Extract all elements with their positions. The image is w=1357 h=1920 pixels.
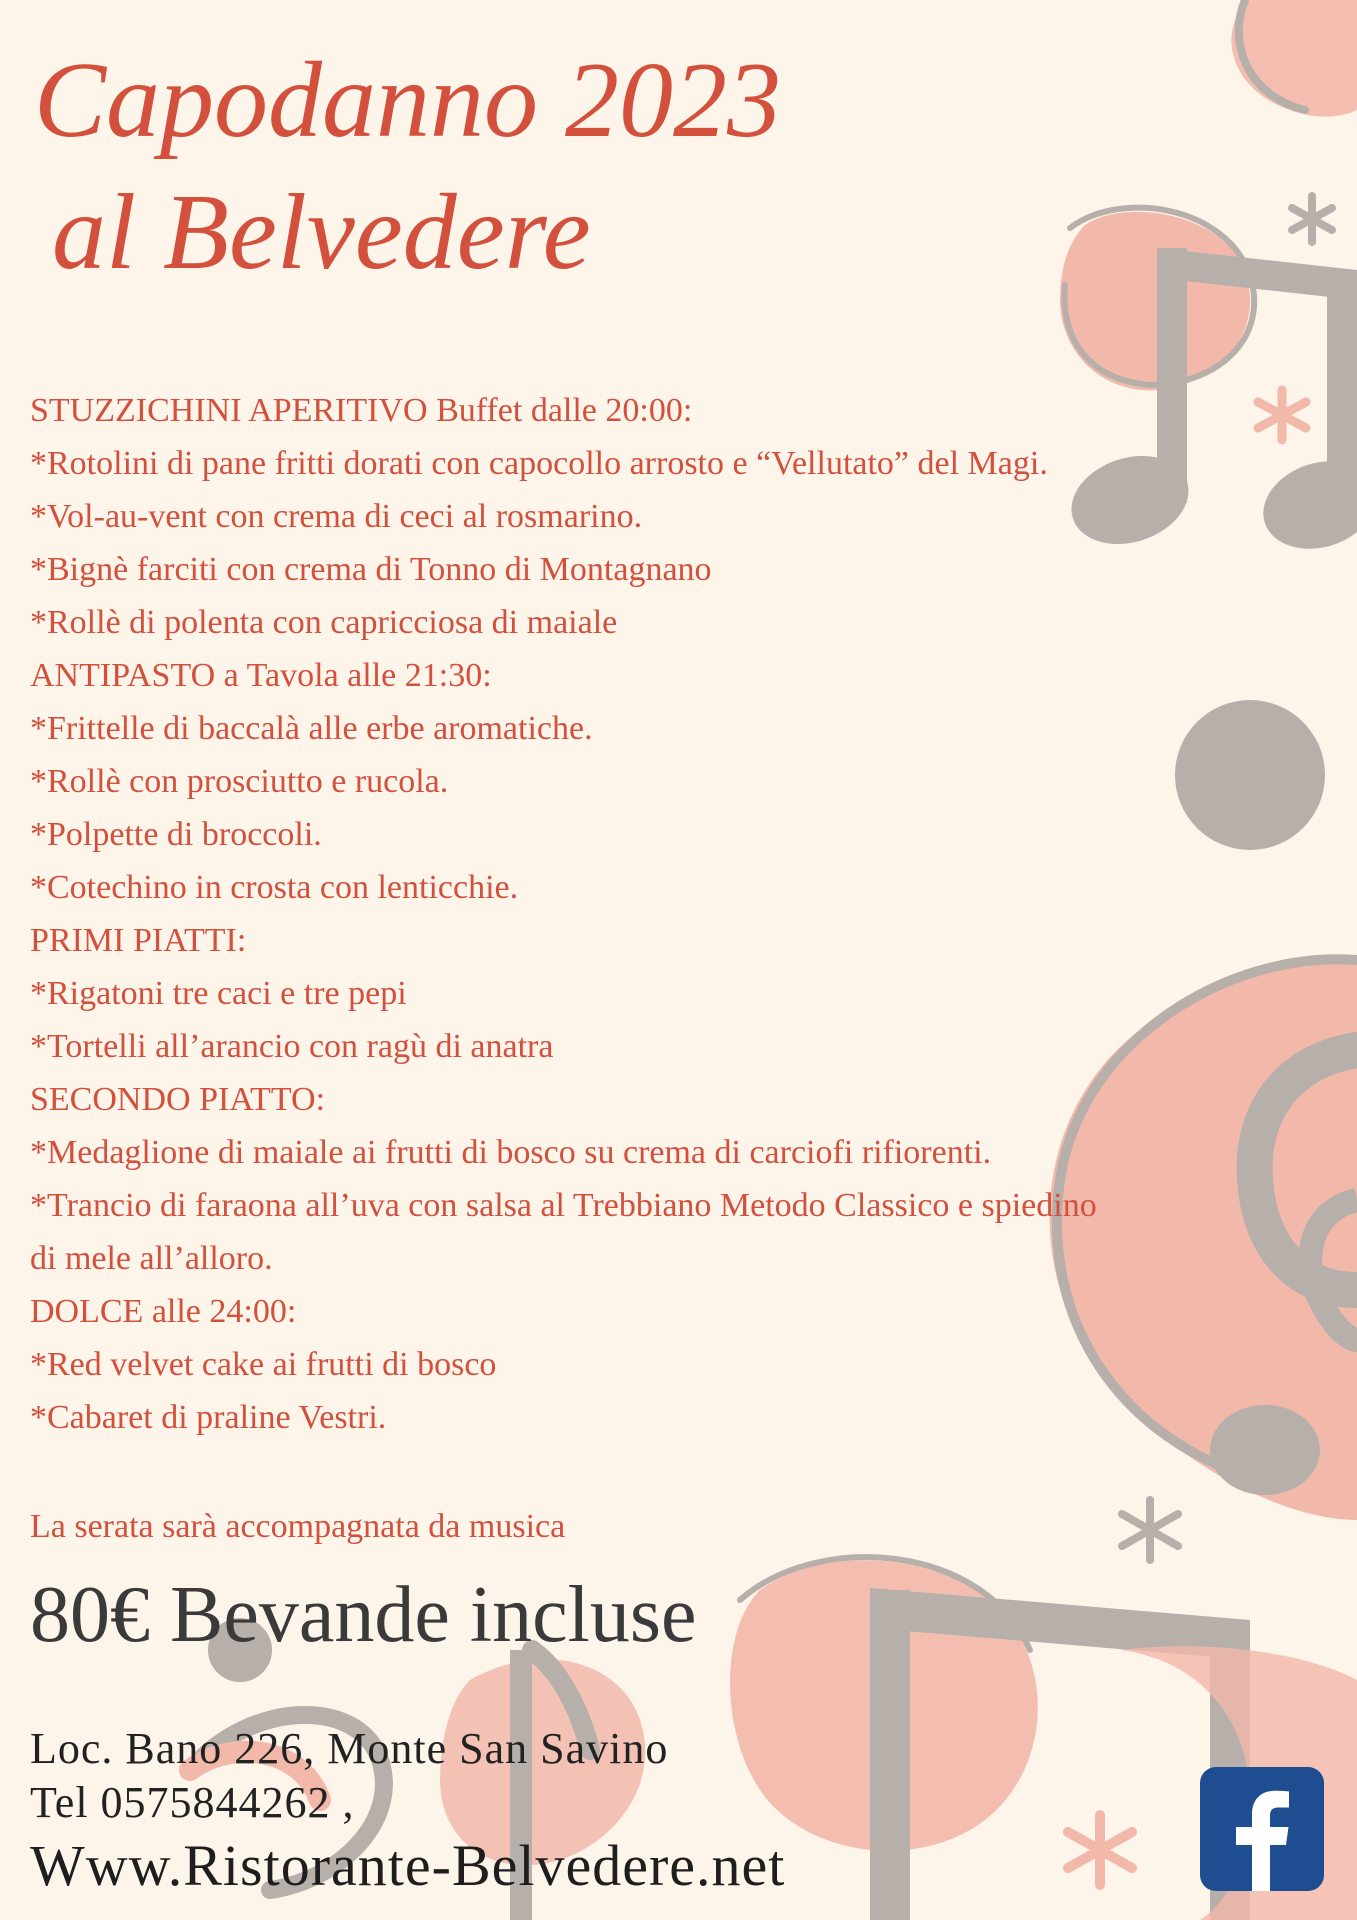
title-line-2: al Belvedere	[52, 173, 591, 292]
section-heading-detail: Buffet dalle 20:00:	[427, 392, 693, 429]
title-line-1: Capodanno 2023	[34, 41, 782, 160]
section-heading-caps: DOLCE	[30, 1293, 144, 1330]
menu-item: *Rigatoni tre caci e tre pepi	[30, 975, 407, 1012]
menu-item: *Trancio di faraona all’uva con salsa al Trebbiano Metodo Classico e spiedino di mele all’alloro.	[30, 1187, 1097, 1277]
section-heading-secondo: SECONDO PIATTO:	[30, 1081, 326, 1118]
menu-item: *Rollè di polenta con capricciosa di maiale	[30, 604, 618, 641]
music-note-text: La serata sarà accompagnata da musica	[30, 1508, 566, 1545]
section-heading-dolce	[30, 1285, 1290, 1338]
phone-text: Tel 0575844262 ,	[30, 1778, 355, 1827]
address-text: Loc. Bano 226, Monte San Savino	[30, 1724, 669, 1773]
facebook-icon[interactable]	[1200, 1767, 1324, 1891]
section-heading-antipasto	[30, 649, 1290, 702]
menu-item: *Bignè farciti con crema di Tonno di Montagnano	[30, 551, 712, 588]
facebook-logo-glyph	[1200, 1767, 1324, 1891]
website-link[interactable]: Www.Ristorante-Belvedere.net	[30, 1833, 786, 1898]
menu-item: *Cotechino in crosta con lenticchie.	[30, 869, 519, 906]
section-heading-detail: alle 24:00:	[143, 1293, 297, 1330]
menu-item: *Rollè con prosciutto e rucola.	[30, 763, 449, 800]
contact-info	[30, 1722, 668, 1830]
section-heading-detail: a Tavola alle 21:30:	[215, 657, 492, 694]
section-heading-caps: STUZZICHINI APERITIVO	[30, 392, 428, 429]
menu-item: *Tortelli all’arancio con ragù di anatra	[30, 1028, 554, 1065]
menu-item: *Rotolini di pane fritti dorati con capocollo arrosto e “Vellutato” del Magi.	[30, 445, 1048, 482]
section-heading-caps: ANTIPASTO	[30, 657, 216, 694]
menu-item: *Cabaret di praline Vestri.	[30, 1399, 387, 1436]
section-heading-aperitivo	[30, 384, 1290, 437]
price-label: 80€ Bevande incluse	[30, 1571, 697, 1659]
page-title	[34, 35, 781, 299]
menu-item: *Vol-au-vent con crema di ceci al rosmarino.	[30, 498, 643, 535]
menu-item: *Polpette di broccoli.	[30, 816, 322, 853]
menu-item: *Frittelle di baccalà alle erbe aromatiche.	[30, 710, 593, 747]
menu-list	[30, 384, 1290, 1444]
section-heading-primi: PRIMI PIATTI:	[30, 922, 247, 959]
menu-item: *Medaglione di maiale ai frutti di bosco su crema di carciofi rifiorenti.	[30, 1134, 992, 1171]
menu-item: *Red velvet cake ai frutti di bosco	[30, 1346, 497, 1383]
